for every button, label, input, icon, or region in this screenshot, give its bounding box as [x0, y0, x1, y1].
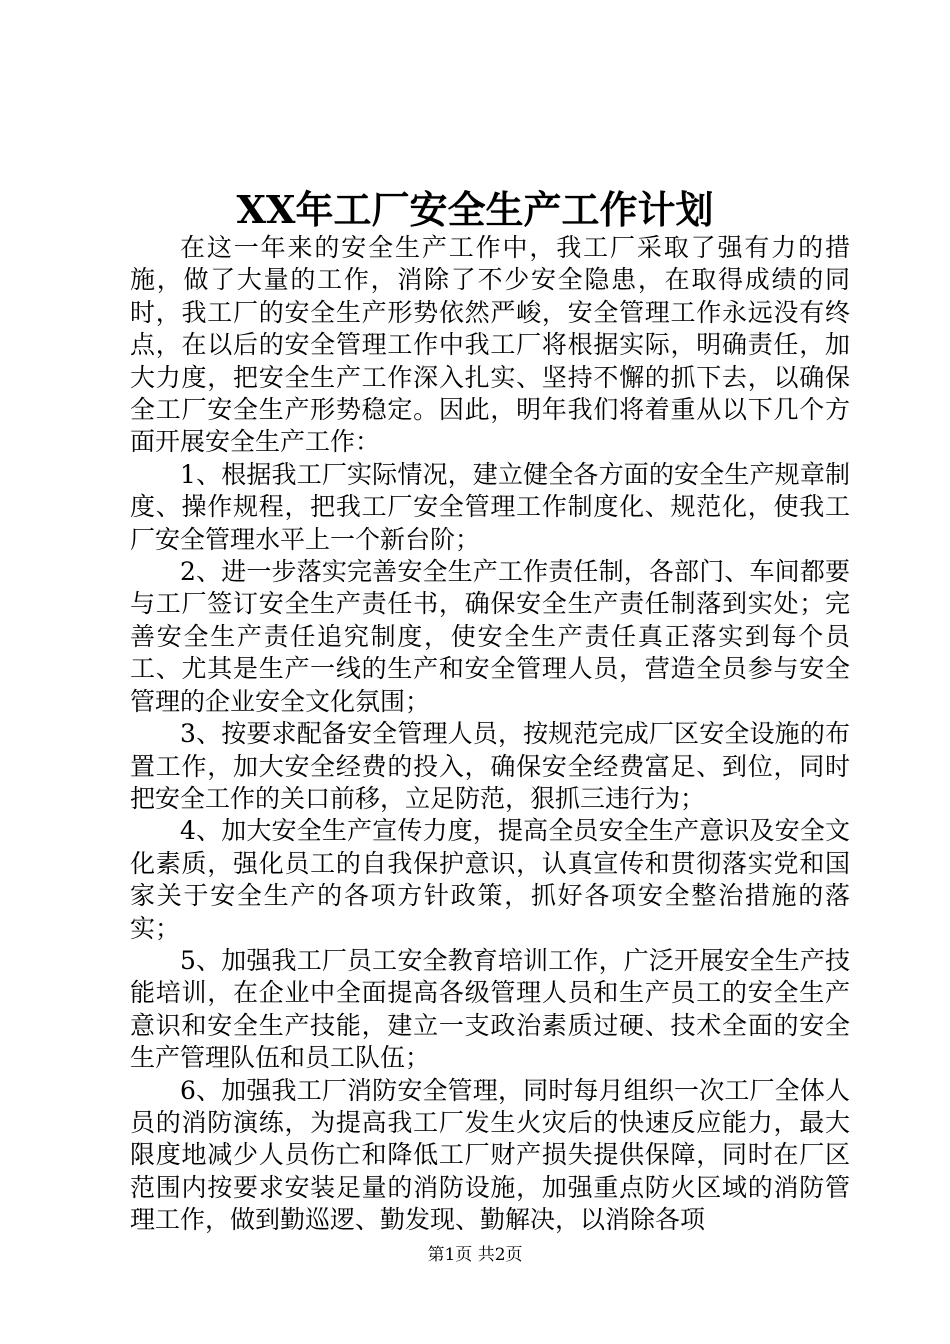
- item-paragraph-4: 4、加大安全生产宣传力度，提高全员安全生产意识及安全文化素质，强化员工的自我保护意识，认真宣传和贯彻落实党和国家关于安全生产的各项方针政策，抓好各项安全整治措施的落实；: [130, 816, 850, 943]
- item-paragraph-2: 2、进一步落实完善安全生产工作责任制，各部门、车间都要与工厂签订安全生产责任书，确保安全生产责任制落到实处；完善安全生产责任追究制度，使安全生产责任真正落实到每个员工、尤其是生产一线的生产和安全管理人员，营造全员参与安全管理的企业安全文化氛围；: [130, 557, 850, 716]
- item-paragraph-5: 5、加强我工厂员工安全教育培训工作，广泛开展安全生产技能培训，在企业中全面提高各级管理人员和生产员工的安全生产意识和安全生产技能，建立一支政治素质过硬、技术全面的安全生产管理队伍和员工队伍；: [130, 945, 850, 1073]
- item-paragraph-6: 6、加强我工厂消防安全管理，同时每月组织一次工厂全体人员的消防演练，为提高我工厂发生火灾后的快速反应能力，最大限度地减少人员伤亡和降低工厂财产损失提供保障，同时在厂区范围内按要求安装足量的消防设施，加强重点防火区域的消防管理工作，做到勤巡逻、勤发现、勤解决，以消除各项: [130, 1075, 850, 1235]
- page-number-footer: 第1页 共2页: [427, 1245, 523, 1265]
- document-body: [130, 232, 850, 1237]
- intro-paragraph: 在这一年来的安全生产工作中，我工厂采取了强有力的措施，做了大量的工作，消除了不少安全隐患，在取得成绩的同时，我工厂的安全生产形势依然严峻，安全管理工作永远没有终点，在以后的安全管理工作中我工厂将根据实际，明确责任，加大力度，把安全生产工作深入扎实、坚持不懈的抓下去，以确保全工厂安全生产形势稳定。因此，明年我们将着重从以下几个方面开展安全生产工作：: [130, 233, 850, 457]
- document-title: XX年工厂安全生产工作计划: [236, 187, 714, 232]
- item-paragraph-1: 1、根据我工厂实际情况，建立健全各方面的安全生产规章制度、操作规程，把我工厂安全管理工作制度化、规范化，使我工厂安全管理水平上一个新台阶；: [130, 459, 850, 554]
- item-paragraph-3: 3、按要求配备安全管理人员，按规范完成厂区安全设施的布置工作，加大安全经费的投入，确保安全经费富足、到位，同时把安全工作的关口前移，立足防范，狠抓三违行为；: [130, 719, 850, 813]
